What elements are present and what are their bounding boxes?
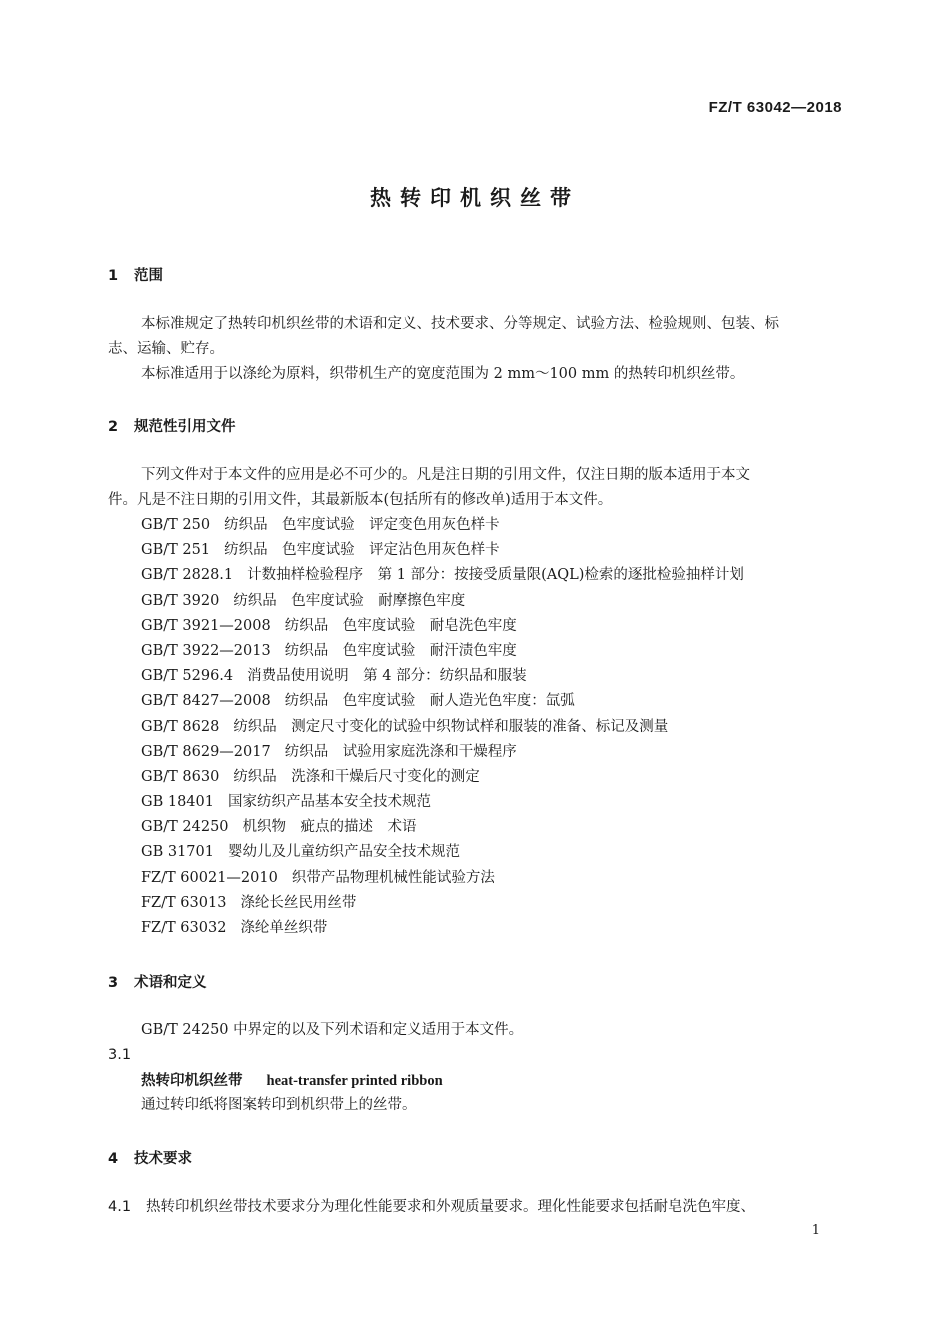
ref-code: GB 18401 bbox=[141, 794, 214, 811]
scope-para1-line1: 本标准规定了热转印机织丝带的术语和定义、技术要求、分等规定、试验方法、检验规则、包装、标 bbox=[141, 316, 779, 332]
ref-code: GB/T 24250 bbox=[141, 819, 229, 836]
ref-code: GB/T 250 bbox=[141, 517, 211, 533]
reference-item bbox=[141, 790, 744, 815]
ref-code: GB/T 8427—2008 bbox=[141, 693, 271, 710]
section-title: 术语和定义 bbox=[134, 975, 207, 991]
reference-item bbox=[141, 840, 744, 865]
clause-number: 4.1 bbox=[108, 1199, 132, 1215]
reference-item bbox=[141, 538, 744, 563]
reference-item bbox=[141, 664, 744, 689]
reference-item bbox=[141, 891, 744, 916]
reference-item bbox=[141, 563, 744, 588]
ref-code: GB 31701 bbox=[141, 844, 214, 861]
scope-para1-line2: 志、运输、贮存。 bbox=[108, 341, 224, 357]
clause-4-1 bbox=[108, 1195, 755, 1220]
ref-name: 消费品使用说明 第 4 部分：纺织品和服装 bbox=[247, 668, 527, 685]
ref-code: GB/T 3921—2008 bbox=[141, 617, 271, 634]
section-4-heading bbox=[108, 1147, 192, 1168]
term-english: heat-transfer printed ribbon bbox=[266, 1073, 443, 1089]
reference-item bbox=[141, 513, 744, 538]
clause-text: 热转印机织丝带技术要求分为理化性能要求和外观质量要求。理化性能要求包括耐皂洗色牢度、 bbox=[146, 1199, 755, 1215]
ref-name: 织带产品物理机械性能试验方法 bbox=[291, 869, 495, 886]
section-2-heading bbox=[108, 415, 236, 436]
ref-code: FZ/T 63032 bbox=[141, 920, 227, 936]
standard-code: FZ/T 63042—2018 bbox=[708, 99, 842, 116]
reference-item bbox=[141, 866, 744, 891]
reference-item bbox=[141, 715, 744, 740]
term-definition: 通过转印纸将图案转印到机织带上的丝带。 bbox=[141, 1097, 417, 1113]
section-title: 范围 bbox=[134, 268, 163, 284]
ref-name: 纺织品 色牢度试验 耐人造光色牢度：氙弧 bbox=[284, 693, 575, 710]
ref-name: 纺织品 色牢度试验 评定沾色用灰色样卡 bbox=[224, 542, 500, 559]
ref-code: GB/T 8630 bbox=[141, 768, 220, 785]
reference-list bbox=[141, 513, 744, 941]
ref-name: 纺织品 试验用家庭洗涤和干燥程序 bbox=[284, 743, 517, 760]
section-number: 4 bbox=[108, 1151, 119, 1167]
section-1-heading bbox=[108, 264, 163, 285]
ref-name: 纺织品 色牢度试验 耐皂洗色牢度 bbox=[284, 617, 517, 634]
section-title: 规范性引用文件 bbox=[134, 419, 236, 435]
term-number: 3.1 bbox=[108, 1047, 132, 1063]
scope-para2: 本标准适用于以涤纶为原料，织带机生产的宽度范围为 2 mm～100 mm 的热转印机织丝带。 bbox=[141, 366, 745, 382]
ref-name: 机织物 疵点的描述 术语 bbox=[242, 819, 417, 836]
reference-item bbox=[141, 639, 744, 664]
reference-item bbox=[141, 614, 744, 639]
reference-item bbox=[141, 589, 744, 614]
refs-intro-line2: 件。凡是不注日期的引用文件，其最新版本(包括所有的修改单)适用于本文件。 bbox=[108, 492, 613, 508]
ref-code: GB/T 8629—2017 bbox=[141, 743, 271, 760]
reference-item bbox=[141, 689, 744, 714]
reference-item bbox=[141, 815, 744, 840]
section-number: 3 bbox=[108, 975, 119, 991]
ref-code: GB/T 251 bbox=[141, 542, 211, 559]
ref-name: 纺织品 色牢度试验 评定变色用灰色样卡 bbox=[224, 517, 500, 533]
section-title: 技术要求 bbox=[134, 1151, 192, 1167]
reference-item bbox=[141, 740, 744, 765]
reference-item bbox=[141, 916, 744, 941]
section-number: 1 bbox=[108, 268, 119, 284]
ref-name: 纺织品 色牢度试验 耐汗渍色牢度 bbox=[284, 642, 517, 659]
section-3-heading bbox=[108, 971, 207, 992]
ref-name: 纺织品 测定尺寸变化的试验中织物试样和服装的准备、标记及测量 bbox=[233, 718, 669, 735]
document-title: 热转印机织丝带 bbox=[370, 186, 580, 210]
ref-name: 纺织品 洗涤和干燥后尺寸变化的测定 bbox=[233, 768, 480, 785]
terms-intro: GB/T 24250 中界定的以及下列术语和定义适用于本文件。 bbox=[141, 1022, 524, 1038]
ref-name: 国家纺织产品基本安全技术规范 bbox=[227, 794, 431, 811]
ref-name: 婴幼儿及儿童纺织产品安全技术规范 bbox=[227, 844, 460, 861]
ref-code: GB/T 5296.4 bbox=[141, 668, 234, 685]
ref-name: 计数抽样检验程序 第 1 部分：按接受质量限(AQL)检索的逐批检验抽样计划 bbox=[247, 567, 744, 584]
ref-code: GB/T 3922—2013 bbox=[141, 642, 271, 659]
ref-code: FZ/T 63013 bbox=[141, 894, 227, 911]
ref-code: GB/T 2828.1 bbox=[141, 567, 234, 584]
ref-name: 涤纶单丝织带 bbox=[240, 920, 328, 936]
ref-code: GB/T 3920 bbox=[141, 592, 220, 609]
term-title bbox=[141, 1069, 443, 1090]
section-number: 2 bbox=[108, 419, 119, 435]
reference-item bbox=[141, 765, 744, 790]
page-number: 1 bbox=[811, 1223, 820, 1238]
ref-name: 涤纶长丝民用丝带 bbox=[240, 894, 357, 911]
ref-name: 纺织品 色牢度试验 耐摩擦色牢度 bbox=[233, 592, 466, 609]
term-chinese: 热转印机织丝带 bbox=[141, 1073, 243, 1089]
ref-code: GB/T 8628 bbox=[141, 718, 220, 735]
ref-code: FZ/T 60021—2010 bbox=[141, 869, 278, 886]
refs-intro-line1: 下列文件对于本文件的应用是必不可少的。凡是注日期的引用文件，仅注日期的版本适用于本文 bbox=[141, 467, 750, 483]
